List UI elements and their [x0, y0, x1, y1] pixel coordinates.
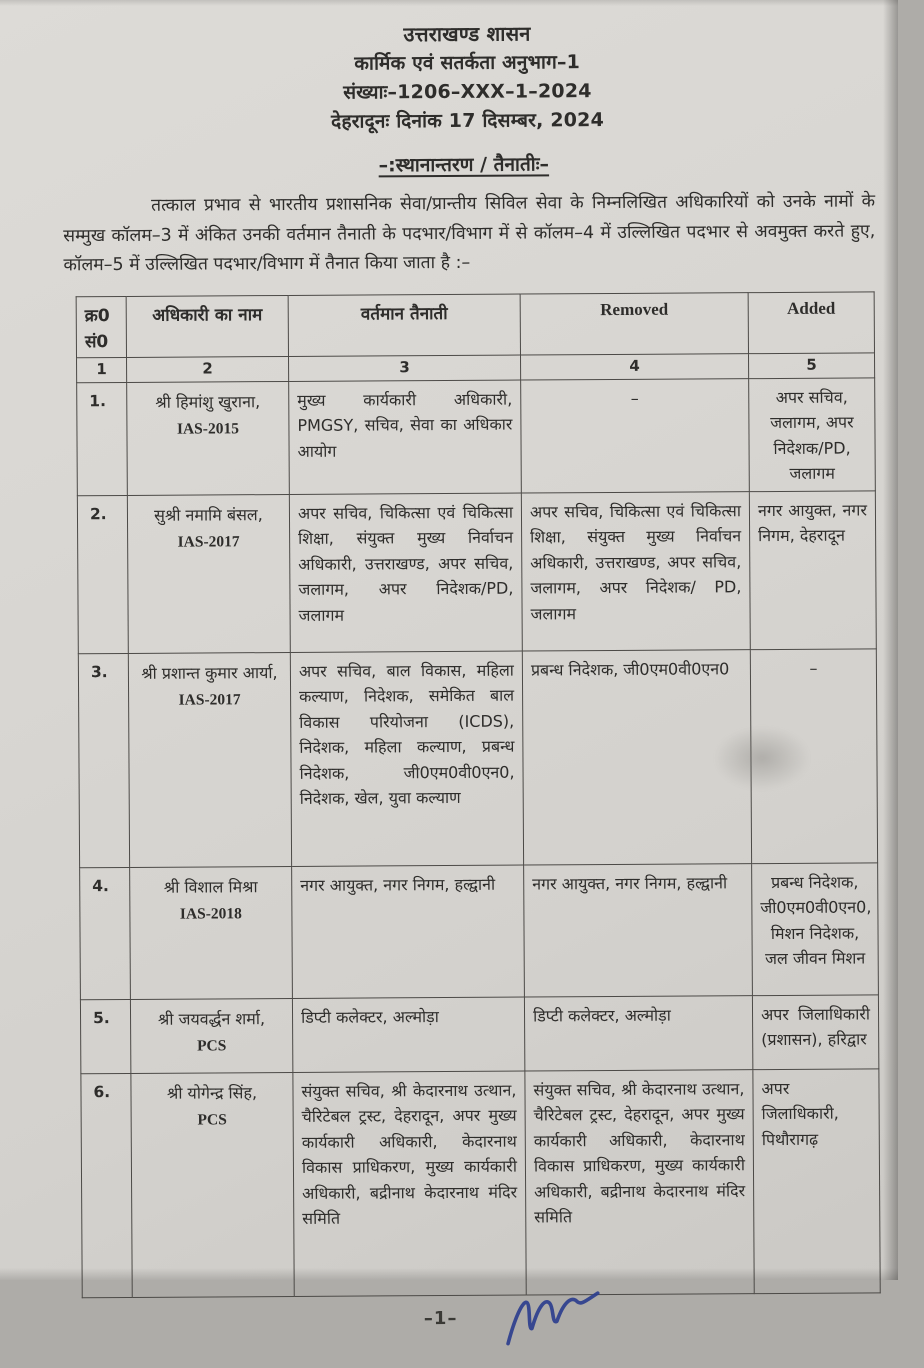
officer-cadre: IAS-2018	[179, 905, 242, 923]
officer-name-cell	[130, 998, 292, 1073]
removed-cell: डिप्टी कलेक्टर, अल्मोड़ा	[524, 995, 752, 1070]
current-posting-cell: अपर सचिव, बाल विकास, महिला कल्याण, निदेशक, समेकित बाल विकास परियोजना (ICDS), निदेशक, महिला कल्याण, प्रबन्ध निदेशक, जी0एम0वी0एन0, निदेशक, खेल, युवा कल्याण	[290, 651, 523, 866]
added-cell: अपर जिलाधिकारी (प्रशासन), हरिद्वार	[752, 994, 878, 1069]
subject-line	[15, 148, 913, 179]
officer-cadre: IAS-2017	[178, 691, 241, 709]
officer-cadre: IAS-2017	[177, 533, 240, 551]
serial-cell: 3.	[78, 653, 129, 867]
officer-cadre: IAS-2015	[176, 420, 239, 438]
current-posting-cell: मुख्य कार्यकारी अधिकारी, PMGSY, सचिव, सेवा का अधिकार आयोग	[289, 380, 522, 494]
officer-name: श्री जयवर्द्धन शर्मा,	[157, 1008, 266, 1029]
column-number-4: 4	[520, 353, 748, 379]
column-number-5: 5	[748, 352, 874, 378]
added-cell: नगर आयुक्त, नगर निगम, देहरादून	[749, 490, 876, 649]
table-row	[81, 1068, 880, 1297]
header-cell-added: Added	[748, 291, 874, 353]
page-footer	[4, 1293, 902, 1368]
intro-paragraph: तत्काल प्रभाव से भारतीय प्रशासनिक सेवा/प्रान्तीय सिविल सेवा के निम्नलिखित अधिकारियों को उनके नामों के सम्मुख कॉलम–3 में अंकित उनकी वर्तमान तैनाती के पदभार/विभाग में से कॉलम–4 में उल्लिखित पदभार से अवमुक्त करते हुए, कॉलम–5 में उल्लिखित पदभार/विभाग में तैनात किया जाता है :–	[63, 191, 876, 276]
current-posting-cell: अपर सचिव, चिकित्सा एवं चिकित्सा शिक्षा, संयुक्त मुख्य निर्वाचन अधिकारी, उत्तराखण्ड, अपर सचिव, जलागम, अपर निदेशक/PD, जलागम	[289, 493, 522, 652]
table-row	[80, 994, 878, 1073]
officer-name: श्री हिमांशु खुराना,	[155, 391, 261, 412]
column-number-1: 1	[77, 357, 127, 382]
officer-name: श्री प्रशान्त कुमार आर्या,	[141, 662, 278, 683]
officer-name-cell	[127, 494, 290, 653]
serial-cell: 2.	[77, 495, 128, 653]
officer-cadre: PCS	[197, 1111, 227, 1129]
removed-cell: प्रबन्ध निदेशक, जी0एम0वी0एन0	[522, 649, 751, 864]
added-cell: अपर सचिव, जलागम, अपर निदेशक/PD, जलागम	[749, 377, 876, 491]
officer-name-cell	[131, 1072, 294, 1297]
header-cell-removed: Removed	[520, 292, 748, 354]
header-cell-officer-name: अधिकारी का नाम	[126, 295, 288, 357]
removed-cell: अपर सचिव, चिकित्सा एवं चिकित्सा शिक्षा, संयुक्त मुख्य निर्वाचन अधिकारी, उत्तराखण्ड, अपर सचिव, जलागम, अपर निदेशक/ PD, जलागम	[521, 491, 750, 650]
added-cell: अपर जिलाधिकारी, पिथौरागढ़	[753, 1068, 880, 1293]
serial-cell: 1.	[77, 382, 128, 495]
reference-number: संख्याः–1206–XXX–1–2024	[343, 80, 592, 104]
paper-smudge	[714, 726, 810, 790]
added-cell: प्रबन्ध निदेशक, जी0एम0वी0एन0, मिशन निदेशक, जल जीवन मिशन	[752, 862, 879, 995]
current-posting-cell: संयुक्त सचिव, श्री केदारनाथ उत्थान, चैरिटेबल ट्रस्ट, देहरादून, अपर मुख्य कार्यकारी अधिकारी, केदारनाथ विकास प्राधिकरण, मुख्य कार्यकारी अधिकारी, बद्रीनाथ केदारनाथ मंदिर समिति	[293, 1071, 526, 1296]
document-header	[18, 0, 917, 139]
serial-header-line1: क्र0	[84, 305, 110, 326]
officer-name-cell	[127, 381, 290, 495]
serial-cell: 4.	[80, 867, 131, 999]
serial-header-line2: सं0	[84, 331, 109, 352]
subject-text: –:स्थानान्तरण / तैनातीः–	[378, 153, 550, 177]
added-cell: –	[750, 648, 877, 863]
header-cell-serial	[76, 296, 126, 357]
current-posting-cell: नगर आयुक्त, नगर निगम, हल्द्वानी	[292, 865, 525, 998]
current-posting-cell: डिप्टी कलेक्टर, अल्मोड़ा	[292, 997, 524, 1072]
serial-cell: 6.	[81, 1073, 132, 1297]
column-number-2: 2	[127, 356, 289, 382]
table-row	[80, 862, 879, 999]
department-name: कार्मिक एवं सतर्कता अनुभाग–1	[354, 51, 581, 75]
officer-name-cell	[128, 652, 291, 867]
removed-cell: नगर आयुक्त, नगर निगम, हल्द्वानी	[524, 863, 753, 996]
officer-cadre: PCS	[197, 1037, 227, 1055]
table-row	[77, 490, 876, 653]
page-number: –1–	[423, 1307, 458, 1329]
place-date-line: देहरादूनः दिनांक 17 दिसम्बर, 2024	[331, 109, 605, 133]
government-name: उत्तराखण्ड शासन	[403, 21, 531, 47]
removed-cell: संयुक्त सचिव, श्री केदारनाथ उत्थान, चैरिटेबल ट्रस्ट, देहरादून, अपर मुख्य कार्यकारी अधिकारी, केदारनाथ विकास प्राधिकरण, मुख्य कार्यकारी अधिकारी, बद्रीनाथ केदारनाथ मंदिर समिति	[525, 1069, 754, 1294]
officer-name-cell	[130, 866, 293, 999]
column-number-3: 3	[289, 355, 521, 381]
signature-scribble-icon	[502, 1289, 612, 1358]
table-header-row	[76, 291, 874, 357]
serial-cell: 5.	[80, 999, 130, 1073]
removed-cell: –	[521, 378, 750, 492]
header-cell-current-posting: वर्तमान तैनाती	[288, 294, 520, 356]
officer-name: श्री योगेन्द्र सिंह,	[166, 1082, 258, 1103]
photo-edge-shadow-top	[0, 0, 898, 6]
transfer-table	[76, 291, 881, 1298]
officer-name: श्री विशाल मिश्रा	[163, 876, 258, 897]
photo-edge-shadow-right	[883, 0, 898, 1280]
table-row	[77, 377, 876, 495]
officer-name: सुश्री नमामि बंसल,	[154, 504, 263, 525]
photo-edge-shadow-bottom	[0, 1268, 898, 1280]
